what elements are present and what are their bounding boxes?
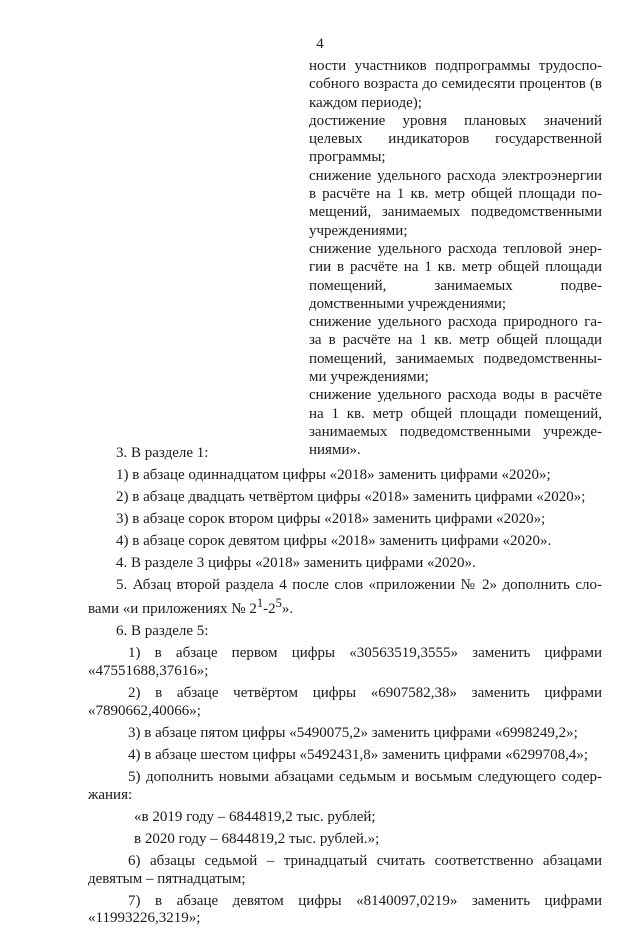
amendment-item-4: 4. В разделе 3 цифры «2018» заменить цифрами «2020». [116,555,476,571]
list-item: снижение удельного расхода воды в расчёте на 1 кв. метр общей площади помещений, занимаемых подведомственными учрежде-ниями». [309,387,602,459]
quoted-paragraph: «в 2019 году – 6844819,2 тыс. рублей; [134,808,376,825]
amendment-item: 5) дополнить новыми абзацами седьмым и восьмым следующего содер-жания: [88,768,602,803]
amendment-item: 2) в абзаце четвёртом цифры «6907582,38» заменить цифрами «7890662,40066»; [88,684,602,719]
amendment-item: 3) в абзаце пятом цифры «5490075,2» заменить цифрами «6998249,2»; [128,724,578,741]
amendment-item: 3) в абзаце сорок втором цифры «2018» заменить цифрами «2020»; [116,511,546,527]
item-5-text: 5. Абзац второй раздела 4 после слов «приложении № 2» дополнить сло-вами «и приложениях № 2 [88,577,602,617]
amendment-item: 7) в абзаце девятом цифры «8140097,0219» заменить цифрами «11993226,3219»; [88,892,602,927]
amendment-item-5 [88,577,602,619]
amendment-item: 4) в абзаце сорок девятом цифры «2018» заменить цифрами «2020». [116,533,552,549]
quoted-paragraph: в 2020 году – 6844819,2 тыс. рублей.»; [134,830,380,847]
amendment-item: 1) в абзаце одиннадцатом цифры «2018» заменить цифрами «2020»; [116,467,551,483]
item-5-dash: -2 [263,600,276,617]
amendment-item: 2) в абзаце двадцать четвёртом цифры «2018» заменить цифрами «2020»; [116,489,586,505]
section-3-title: 3. В разделе 1: [116,445,209,461]
section-6-title: 6. В разделе 5: [116,622,209,639]
amendments-body [88,445,602,932]
amendment-item: 1) в абзаце первом цифры «30563519,3555» заменить цифрами «47551688,37616»; [88,644,602,679]
list-item: снижение удельного расхода природного га-за в расчёте на 1 кв. метр общей площади помещений, занимаемых подведомственны-ми учреждениями; [309,314,602,386]
list-item: снижение удельного расхода электроэнергии в расчёте на 1 кв. метр общей площади по-мещений, занимаемых подведомственными учреждениями; [309,167,602,239]
page-number: 4 [316,36,324,52]
list-item: снижение удельного расхода тепловой энер-гии в расчёте на 1 кв. метр общей площади помещений, занимаемых подве-домственными учреждениями; [309,240,602,312]
superscript: 1 [256,595,264,610]
list-item: ности участников подпрограммы трудоспо-собного возраста до семидесяти процентов (в каждом периоде); [309,58,602,111]
amendment-item: 6) абзацы седьмой – тринадцатый считать соответственно абзацами девятым – пятнадцатым; [88,852,602,887]
amendment-item: 4) в абзаце шестом цифры «5492431,8» заменить цифрами «6299708,4»; [128,746,589,763]
superscript: 5 [275,595,282,610]
list-item: достижение уровня плановых значений целевых индикаторов государственной программы; [309,112,602,166]
continued-target-list [309,57,602,460]
item-5-end: ». [281,600,294,617]
